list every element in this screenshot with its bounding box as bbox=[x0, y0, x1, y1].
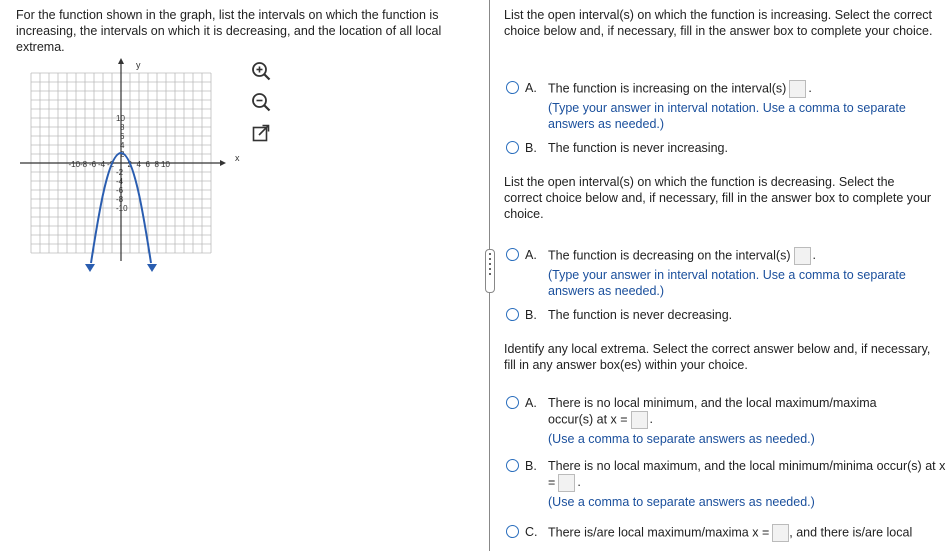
answer-box-local-max-c[interactable] bbox=[772, 524, 789, 542]
zoom-out-icon[interactable] bbox=[250, 91, 272, 113]
x-tick-label: 6 bbox=[145, 160, 150, 169]
choice-text-tail: , and there is/are local bbox=[789, 525, 913, 540]
x-tick-label: -4 bbox=[98, 160, 106, 169]
choice-letter: B. bbox=[525, 308, 537, 322]
choice-text: The function is never increasing. bbox=[548, 141, 728, 155]
function-graph bbox=[18, 58, 250, 273]
zoom-in-icon[interactable] bbox=[250, 60, 272, 82]
choice-text: There is no local maximum, and the local minimum/minima occur(s) at x = bbox=[548, 459, 946, 490]
choice-letter: B. bbox=[525, 141, 537, 155]
y-tick-label: -4 bbox=[116, 177, 124, 186]
choice-text: The function is decreasing on the interval(s) bbox=[548, 248, 791, 263]
answer-box-increasing[interactable] bbox=[789, 80, 806, 98]
graph-tools bbox=[250, 60, 274, 153]
radio-extrema-c[interactable] bbox=[506, 525, 519, 538]
y-axis-arrow bbox=[118, 58, 124, 64]
y-tick-label: 10 bbox=[116, 114, 125, 123]
x-tick-label: -2 bbox=[107, 160, 115, 169]
x-tick-label: 8 bbox=[154, 160, 159, 169]
curve-arrow-right bbox=[147, 264, 157, 272]
answer-box-local-min[interactable] bbox=[558, 474, 575, 492]
y-tick-label: 2 bbox=[120, 150, 125, 159]
radio-increasing-a[interactable] bbox=[506, 81, 519, 94]
x-tick-label: -8 bbox=[80, 160, 88, 169]
x-tick-label: 4 bbox=[136, 160, 141, 169]
choice-text: The function is never decreasing. bbox=[548, 308, 733, 322]
question-increasing: List the open interval(s) on which the function is increasing. Select the correct choice below and, if necessary, fill in the answer box to complete your choice. bbox=[504, 8, 933, 38]
answer-box-local-max[interactable] bbox=[631, 411, 648, 429]
right-panel: List the open interval(s) on which the function is increasing. Select the correct choice below and, if necessary, fill in the answer box to complete your choice. A. The function is increasing on the interval(s) . (Type your answer in interval notation. Use a comma to separate answers as needed.) B. The function is never increasing. List the open interval(s) on which the function is decreasing. Select the correct choice below and, if necessary, fill in the answer box to complete your choice. A. The function is decreasing on the interval(s) . (Type your answer in interval notation. Use a comma to separate answers as needed.) B. The function is never decreasing. Identify any local extrema. Select the correct answer below and, if necessary, fill in any answer box(es) within your choice. A. There is no local minimum, and the local maximum/maxima occur(s) at x = . (Use a comma to separate answers as needed.) B. There is no local maximum, and the local minimum/minima occur(s) at x = . (Use a comma to separate answers as needed.) C. There is/are local maximum/maxima x = , and there is/are local bbox=[504, 0, 947, 551]
y-tick-label: -2 bbox=[116, 168, 124, 177]
x-tick-label: -10 bbox=[68, 160, 81, 169]
y-tick-label: 4 bbox=[120, 141, 125, 150]
choice-hint: (Use a comma to separate answers as needed.) bbox=[548, 432, 815, 446]
y-tick-label: 8 bbox=[120, 123, 125, 132]
choice-letter: A. bbox=[525, 396, 537, 410]
choice-text: There is no local minimum, and the local maximum/maxima occur(s) at x = bbox=[548, 396, 877, 427]
question-extrema: Identify any local extrema. Select the correct answer below and, if necessary, fill in any answer box(es) within your choice. bbox=[504, 342, 931, 372]
x-tick-label: 2 bbox=[127, 160, 132, 169]
choice-text: The function is increasing on the interval(s) bbox=[548, 81, 787, 96]
choice-hint: (Type your answer in interval notation. Use a comma to separate answers as needed.) bbox=[548, 101, 906, 131]
choice-letter: A. bbox=[525, 248, 537, 262]
answer-box-decreasing[interactable] bbox=[794, 247, 811, 265]
panel-resize-handle[interactable] bbox=[485, 249, 495, 293]
x-axis-arrow bbox=[220, 160, 226, 166]
radio-decreasing-b[interactable] bbox=[506, 308, 519, 321]
radio-extrema-b[interactable] bbox=[506, 459, 519, 472]
curve-arrow-left bbox=[85, 264, 95, 272]
y-tick-label: -10 bbox=[116, 204, 128, 213]
choice-hint: (Use a comma to separate answers as needed.) bbox=[548, 495, 815, 509]
problem-prompt: For the function shown in the graph, list the intervals on which the function is increasing, the intervals on which it is decreasing, and the location of all local extrema. bbox=[16, 8, 442, 54]
y-tick-label: -8 bbox=[116, 195, 124, 204]
choice-hint: (Type your answer in interval notation. Use a comma to separate answers as needed.) bbox=[548, 268, 906, 298]
choice-letter: B. bbox=[525, 459, 537, 473]
radio-increasing-b[interactable] bbox=[506, 141, 519, 154]
choice-letter: C. bbox=[525, 525, 538, 539]
x-tick-label: 10 bbox=[161, 160, 170, 169]
x-axis-label: x bbox=[235, 153, 240, 163]
x-tick-label: -6 bbox=[89, 160, 97, 169]
question-decreasing: List the open interval(s) on which the function is decreasing. Select the correct choice below and, if necessary, fill in the answer box to complete your choice. bbox=[504, 175, 932, 221]
radio-decreasing-a[interactable] bbox=[506, 248, 519, 261]
graph-axes bbox=[20, 58, 226, 261]
choice-letter: A. bbox=[525, 81, 537, 95]
external-link-icon[interactable] bbox=[250, 122, 272, 144]
radio-extrema-a[interactable] bbox=[506, 396, 519, 409]
y-axis-label: y bbox=[136, 60, 141, 70]
choice-text: There is/are local maximum/maxima x = bbox=[548, 525, 770, 540]
y-tick-label: 6 bbox=[120, 132, 125, 141]
y-tick-label: -6 bbox=[116, 186, 124, 195]
